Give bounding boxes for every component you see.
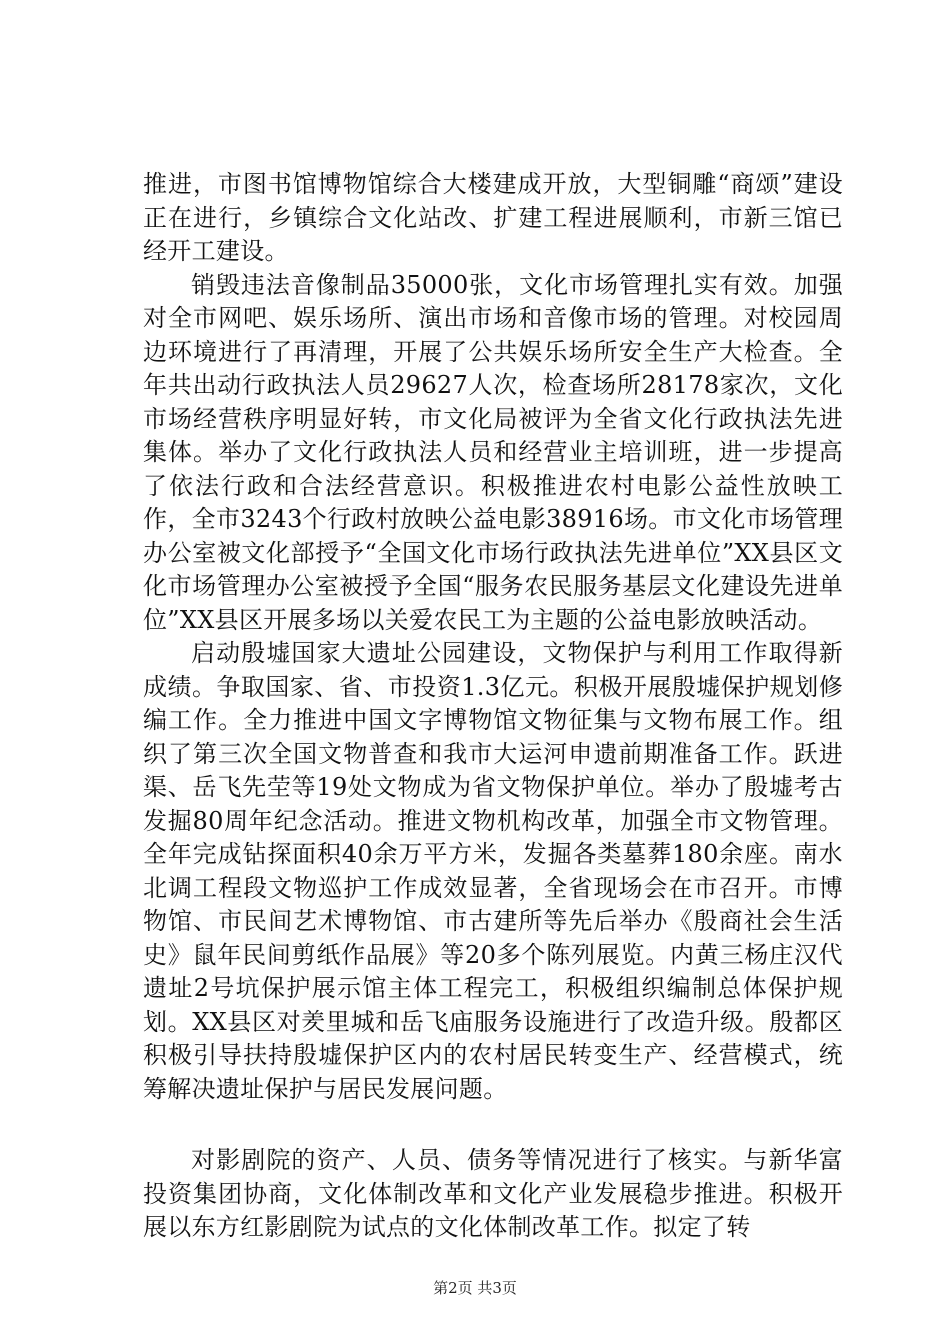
paragraph-continuation: 推进，市图书馆博物馆综合大楼建成开放，大型铜雕“商颂”建设正在进行，乡镇综合文化站改、扩建工程进展顺利，市新三馆已经开工建设。: [143, 170, 843, 265]
document-body: [143, 168, 843, 1245]
paragraph-heritage-protection: 启动殷墟国家大遗址公园建设，文物保护与利用工作取得新成绩。争取国家、省、市投资1.3亿元。积极开展殷墟保护规划修编工作。全力推进中国文字博物馆文物征集与文物布展工作。组织了第三次全国文物普查和我市大运河申遗前期准备工作。跃进渠、岳飞先茔等19处文物成为省文物保护单位。举办了殷墟考古发掘80周年纪念活动。推进文物机构改革，加强全市文物管理。全年完成钻探面积40余万平方米，发掘各类墓葬180余座。南水北调工程段文物巡护工作成效显著，全省现场会在市召开。市博物馆、市民间艺术博物馆、市古建所等先后举办《殷商社会生活史》鼠年民间剪纸作品展》等20多个陈列展览。内黄三杨庄汉代遗址2号坑保护展示馆主体工程完工，积极组织编制总体保护规划。XX县区对羑里城和岳飞庙服务设施进行了改造升级。殷都区积极引导扶持殷墟保护区内的农村居民转变生产、经营模式，统筹解决遗址保护与居民发展问题。: [143, 639, 843, 1103]
paragraph-system-reform: 对影剧院的资产、人员、债务等情况进行了核实。与新华富投资集团协商，文化体制改革和文化产业发展稳步推进。积极开展以东方红影剧院为试点的文化体制改革工作。拟定了转: [143, 1146, 843, 1241]
paragraph-spacer: [143, 1106, 843, 1144]
page-footer: [0, 1277, 950, 1298]
paragraph-culture-market: 销毁违法音像制品35000张，文化市场管理扎实有效。加强对全市网吧、娱乐场所、演出市场和音像市场的管理。对校园周边环境进行了再清理，开展了公共娱乐场所安全生产大检查。全年共出动行政执法人员29627人次，检查场所28178家次，文化市场经营秩序明显好转，市文化局被评为全省文化行政执法先进集体。举办了文化行政执法人员和经营业主培训班，进一步提高了依法行政和合法经营意识。积极推进农村电影公益性放映工作，全市3243个行政村放映公益电影38916场。市文化市场管理办公室被文化部授予“全国文化市场行政执法先进单位”XX县区文化市场管理办公室被授予全国“服务农民服务基层文化建设先进单位”XX县区开展多场以关爱农民工为主题的公益电影放映活动。: [143, 270, 843, 634]
page-number-label: 第2页 共3页: [433, 1279, 517, 1297]
